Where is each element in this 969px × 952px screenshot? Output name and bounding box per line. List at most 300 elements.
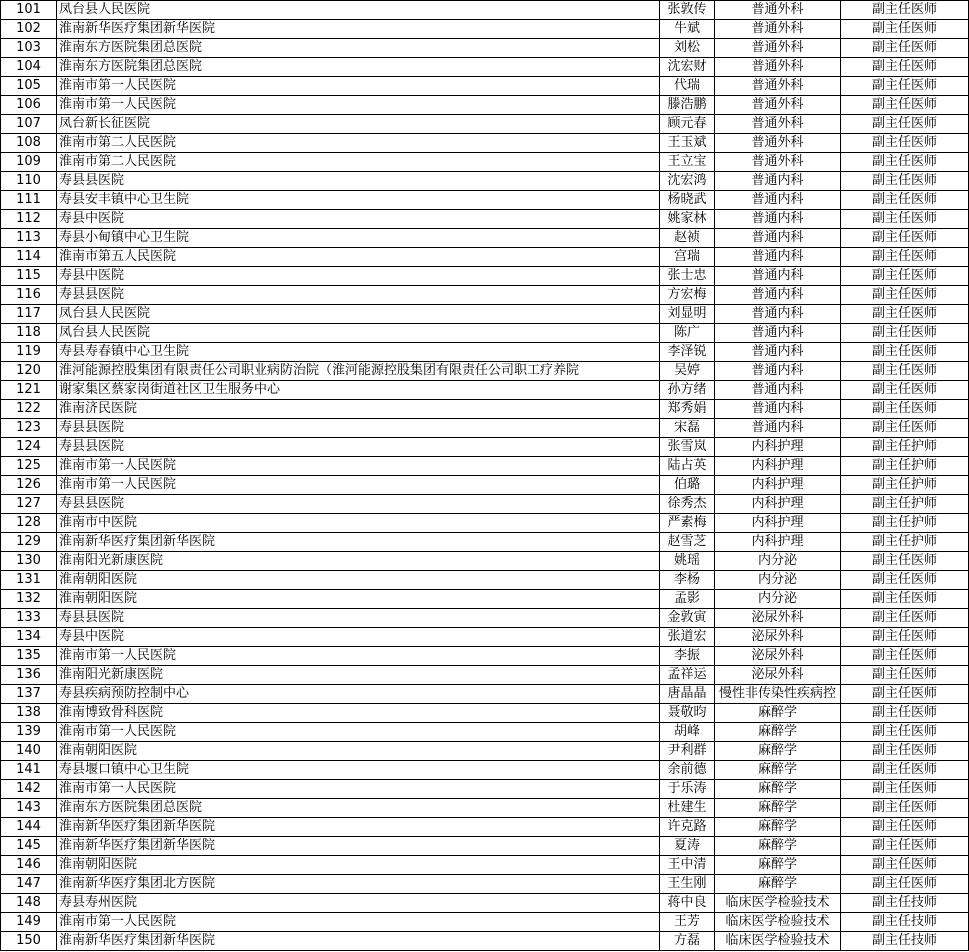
cell-hospital[interactable]: 淮南朝阳医院 xyxy=(57,742,660,761)
cell-title[interactable]: 副主任医师 xyxy=(841,229,969,248)
cell-department[interactable]: 泌尿外科 xyxy=(715,628,841,647)
cell-hospital[interactable]: 淮南东方医院集团总医院 xyxy=(57,58,660,77)
table-row xyxy=(1,229,969,248)
cell-name[interactable]: 张道宏 xyxy=(660,628,715,647)
cell-number[interactable]: 129 xyxy=(1,533,57,552)
cell-hospital[interactable]: 淮南市第一人民医院 xyxy=(57,476,660,495)
cell-name[interactable]: 王立宝 xyxy=(660,153,715,172)
table-row xyxy=(1,305,969,324)
cell-title[interactable]: 副主任医师 xyxy=(841,856,969,875)
table-row xyxy=(1,248,969,267)
cell-name[interactable]: 尹利群 xyxy=(660,742,715,761)
table-row xyxy=(1,913,969,932)
cell-hospital[interactable]: 淮南朝阳医院 xyxy=(57,571,660,590)
cell-department[interactable]: 麻醉学 xyxy=(715,818,841,837)
cell-number[interactable]: 102 xyxy=(1,20,57,39)
table-row xyxy=(1,552,969,571)
cell-number[interactable]: 139 xyxy=(1,723,57,742)
cell-department[interactable]: 普通外科 xyxy=(715,134,841,153)
cell-number[interactable]: 120 xyxy=(1,362,57,381)
cell-number[interactable]: 132 xyxy=(1,590,57,609)
cell-name[interactable]: 郑秀娟 xyxy=(660,400,715,419)
cell-hospital[interactable]: 寿县小甸镇中心卫生院 xyxy=(57,229,660,248)
cell-hospital[interactable]: 淮河能源控股集团有限责任公司职业病防治院（淮河能源控股集团有限责任公司职工疗养院 xyxy=(57,362,660,381)
cell-number[interactable]: 118 xyxy=(1,324,57,343)
cell-title[interactable]: 副主任医师 xyxy=(841,875,969,894)
cell-name[interactable]: 许克路 xyxy=(660,818,715,837)
cell-number[interactable]: 114 xyxy=(1,248,57,267)
table-row xyxy=(1,666,969,685)
table-row xyxy=(1,533,969,552)
table-row xyxy=(1,96,969,115)
cell-name[interactable]: 陈广 xyxy=(660,324,715,343)
cell-name[interactable]: 李杨 xyxy=(660,571,715,590)
table-row xyxy=(1,742,969,761)
cell-name[interactable]: 顾元春 xyxy=(660,115,715,134)
cell-department[interactable]: 普通内科 xyxy=(715,343,841,362)
table-row xyxy=(1,495,969,514)
cell-department[interactable]: 麻醉学 xyxy=(715,704,841,723)
cell-hospital[interactable]: 寿县县医院 xyxy=(57,609,660,628)
cell-title[interactable]: 副主任医师 xyxy=(841,172,969,191)
cell-department[interactable]: 慢性非传染性疾病控 xyxy=(715,685,841,704)
cell-title[interactable]: 副主任医师 xyxy=(841,704,969,723)
cell-title[interactable]: 副主任医师 xyxy=(841,609,969,628)
cell-title[interactable]: 副主任医师 xyxy=(841,343,969,362)
table-row xyxy=(1,514,969,533)
cell-department[interactable]: 麻醉学 xyxy=(715,761,841,780)
table-row xyxy=(1,590,969,609)
cell-department[interactable]: 普通内科 xyxy=(715,248,841,267)
cell-name[interactable]: 陆占英 xyxy=(660,457,715,476)
cell-hospital[interactable]: 凤台县人民医院 xyxy=(57,305,660,324)
cell-department[interactable]: 麻醉学 xyxy=(715,780,841,799)
cell-department[interactable]: 内科护理 xyxy=(715,457,841,476)
cell-hospital[interactable]: 淮南新华医疗集团新华医院 xyxy=(57,20,660,39)
cell-title[interactable]: 副主任医师 xyxy=(841,628,969,647)
cell-hospital[interactable]: 寿县县医院 xyxy=(57,172,660,191)
cell-department[interactable]: 普通内科 xyxy=(715,362,841,381)
cell-department[interactable]: 普通外科 xyxy=(715,1,841,20)
cell-name[interactable]: 于乐涛 xyxy=(660,780,715,799)
cell-hospital[interactable]: 淮南新华医疗集团新华医院 xyxy=(57,932,660,951)
cell-hospital[interactable]: 淮南市第一人民医院 xyxy=(57,457,660,476)
table-row xyxy=(1,685,969,704)
cell-number[interactable]: 147 xyxy=(1,875,57,894)
cell-title[interactable]: 副主任医师 xyxy=(841,191,969,210)
cell-hospital[interactable]: 淮南新华医疗集团北方医院 xyxy=(57,875,660,894)
table-row xyxy=(1,58,969,77)
table-row xyxy=(1,780,969,799)
cell-number[interactable]: 150 xyxy=(1,932,57,951)
table-row xyxy=(1,818,969,837)
cell-number[interactable]: 107 xyxy=(1,115,57,134)
cell-name[interactable]: 余前德 xyxy=(660,761,715,780)
cell-name[interactable]: 张雪岚 xyxy=(660,438,715,457)
cell-department[interactable]: 普通内科 xyxy=(715,267,841,286)
table-row xyxy=(1,115,969,134)
cell-name[interactable]: 王中清 xyxy=(660,856,715,875)
cell-hospital[interactable]: 淮南东方医院集团总医院 xyxy=(57,799,660,818)
cell-name[interactable]: 胡峰 xyxy=(660,723,715,742)
cell-name[interactable]: 沈宏财 xyxy=(660,58,715,77)
cell-title[interactable]: 副主任护师 xyxy=(841,514,969,533)
roster-table-body xyxy=(1,1,969,951)
table-row xyxy=(1,210,969,229)
cell-title[interactable]: 副主任技师 xyxy=(841,932,969,951)
cell-department[interactable]: 临床医学检验技术 xyxy=(715,894,841,913)
cell-name[interactable]: 赵祯 xyxy=(660,229,715,248)
cell-department[interactable]: 普通外科 xyxy=(715,115,841,134)
cell-title[interactable]: 副主任医师 xyxy=(841,96,969,115)
cell-name[interactable]: 李振 xyxy=(660,647,715,666)
cell-number[interactable]: 110 xyxy=(1,172,57,191)
table-row xyxy=(1,571,969,590)
cell-department[interactable]: 普通内科 xyxy=(715,324,841,343)
cell-department[interactable]: 普通内科 xyxy=(715,400,841,419)
cell-title[interactable]: 副主任护师 xyxy=(841,457,969,476)
cell-title[interactable]: 副主任医师 xyxy=(841,780,969,799)
cell-hospital[interactable]: 寿县中医院 xyxy=(57,210,660,229)
cell-hospital[interactable]: 寿县疾病预防控制中心 xyxy=(57,685,660,704)
table-row xyxy=(1,647,969,666)
cell-number[interactable]: 145 xyxy=(1,837,57,856)
cell-number[interactable]: 123 xyxy=(1,419,57,438)
cell-title[interactable]: 副主任医师 xyxy=(841,286,969,305)
cell-name[interactable]: 孙方绪 xyxy=(660,381,715,400)
cell-title[interactable]: 副主任护师 xyxy=(841,533,969,552)
cell-name[interactable]: 夏涛 xyxy=(660,837,715,856)
cell-title[interactable]: 副主任医师 xyxy=(841,837,969,856)
table-row xyxy=(1,856,969,875)
cell-department[interactable]: 麻醉学 xyxy=(715,799,841,818)
cell-hospital[interactable]: 寿县寿春镇中心卫生院 xyxy=(57,343,660,362)
cell-title[interactable]: 副主任医师 xyxy=(841,77,969,96)
cell-hospital[interactable]: 淮南市第一人民医院 xyxy=(57,96,660,115)
cell-department[interactable]: 内分泌 xyxy=(715,590,841,609)
table-row xyxy=(1,628,969,647)
cell-hospital[interactable]: 寿县县医院 xyxy=(57,495,660,514)
cell-title[interactable]: 副主任医师 xyxy=(841,400,969,419)
cell-hospital[interactable]: 淮南市中医院 xyxy=(57,514,660,533)
cell-department[interactable]: 泌尿外科 xyxy=(715,647,841,666)
cell-hospital[interactable]: 淮南市第二人民医院 xyxy=(57,153,660,172)
cell-name[interactable]: 严素梅 xyxy=(660,514,715,533)
cell-title[interactable]: 副主任医师 xyxy=(841,1,969,20)
cell-number[interactable]: 109 xyxy=(1,153,57,172)
table-row xyxy=(1,799,969,818)
cell-name[interactable]: 杜建生 xyxy=(660,799,715,818)
cell-title[interactable]: 副主任医师 xyxy=(841,20,969,39)
cell-department[interactable]: 内分泌 xyxy=(715,552,841,571)
cell-department[interactable]: 麻醉学 xyxy=(715,875,841,894)
cell-number[interactable]: 146 xyxy=(1,856,57,875)
cell-name[interactable]: 唐晶晶 xyxy=(660,685,715,704)
cell-department[interactable]: 泌尿外科 xyxy=(715,666,841,685)
cell-hospital[interactable]: 凤台县人民医院 xyxy=(57,324,660,343)
cell-number[interactable]: 125 xyxy=(1,457,57,476)
table-row xyxy=(1,191,969,210)
cell-department[interactable]: 内科护理 xyxy=(715,514,841,533)
cell-hospital[interactable]: 寿县中医院 xyxy=(57,267,660,286)
cell-department[interactable]: 内科护理 xyxy=(715,438,841,457)
cell-title[interactable]: 副主任医师 xyxy=(841,248,969,267)
cell-number[interactable]: 133 xyxy=(1,609,57,628)
cell-hospital[interactable]: 淮南阳光新康医院 xyxy=(57,552,660,571)
cell-title[interactable]: 副主任医师 xyxy=(841,761,969,780)
cell-title[interactable]: 副主任医师 xyxy=(841,742,969,761)
cell-name[interactable]: 王玉斌 xyxy=(660,134,715,153)
cell-number[interactable]: 136 xyxy=(1,666,57,685)
table-row xyxy=(1,77,969,96)
table-row xyxy=(1,400,969,419)
table-row xyxy=(1,476,969,495)
cell-name[interactable]: 宋磊 xyxy=(660,419,715,438)
cell-name[interactable]: 宫瑞 xyxy=(660,248,715,267)
cell-hospital[interactable]: 淮南朝阳医院 xyxy=(57,856,660,875)
cell-department[interactable]: 普通外科 xyxy=(715,153,841,172)
cell-hospital[interactable]: 淮南新华医疗集团新华医院 xyxy=(57,533,660,552)
table-row xyxy=(1,134,969,153)
cell-title[interactable]: 副主任护师 xyxy=(841,476,969,495)
cell-hospital[interactable]: 寿县县医院 xyxy=(57,286,660,305)
cell-hospital[interactable]: 寿县安丰镇中心卫生院 xyxy=(57,191,660,210)
cell-name[interactable]: 方宏梅 xyxy=(660,286,715,305)
cell-name[interactable]: 蒋中良 xyxy=(660,894,715,913)
cell-number[interactable]: 121 xyxy=(1,381,57,400)
cell-name[interactable]: 李泽锐 xyxy=(660,343,715,362)
table-row xyxy=(1,932,969,951)
cell-hospital[interactable]: 淮南济民医院 xyxy=(57,400,660,419)
cell-title[interactable]: 副主任技师 xyxy=(841,894,969,913)
cell-name[interactable]: 滕浩鹏 xyxy=(660,96,715,115)
cell-title[interactable]: 副主任护师 xyxy=(841,495,969,514)
table-row xyxy=(1,39,969,58)
table-row xyxy=(1,343,969,362)
cell-name[interactable]: 徐秀杰 xyxy=(660,495,715,514)
cell-number[interactable]: 141 xyxy=(1,761,57,780)
cell-hospital[interactable]: 寿县堰口镇中心卫生院 xyxy=(57,761,660,780)
cell-title[interactable]: 副主任医师 xyxy=(841,381,969,400)
cell-number[interactable]: 131 xyxy=(1,571,57,590)
cell-number[interactable]: 135 xyxy=(1,647,57,666)
cell-department[interactable]: 普通外科 xyxy=(715,39,841,58)
cell-hospital[interactable]: 淮南新华医疗集团新华医院 xyxy=(57,818,660,837)
cell-department[interactable]: 普通内科 xyxy=(715,210,841,229)
cell-title[interactable]: 副主任护师 xyxy=(841,438,969,457)
cell-number[interactable]: 103 xyxy=(1,39,57,58)
cell-title[interactable]: 副主任医师 xyxy=(841,571,969,590)
cell-number[interactable]: 140 xyxy=(1,742,57,761)
cell-name[interactable]: 代瑞 xyxy=(660,77,715,96)
cell-number[interactable]: 108 xyxy=(1,134,57,153)
cell-name[interactable]: 吴婷 xyxy=(660,362,715,381)
cell-number[interactable]: 101 xyxy=(1,1,57,20)
cell-name[interactable]: 张敦传 xyxy=(660,1,715,20)
table-row xyxy=(1,723,969,742)
cell-number[interactable]: 117 xyxy=(1,305,57,324)
cell-hospital[interactable]: 淮南朝阳医院 xyxy=(57,590,660,609)
cell-title[interactable]: 副主任医师 xyxy=(841,799,969,818)
cell-hospital[interactable]: 凤台县人民医院 xyxy=(57,1,660,20)
cell-number[interactable]: 113 xyxy=(1,229,57,248)
cell-hospital[interactable]: 寿县县医院 xyxy=(57,419,660,438)
table-row xyxy=(1,761,969,780)
table-row xyxy=(1,457,969,476)
table-row xyxy=(1,362,969,381)
cell-name[interactable]: 王芳 xyxy=(660,913,715,932)
cell-department[interactable]: 普通外科 xyxy=(715,77,841,96)
cell-department[interactable]: 普通内科 xyxy=(715,172,841,191)
cell-name[interactable]: 方磊 xyxy=(660,932,715,951)
table-row xyxy=(1,286,969,305)
cell-number[interactable]: 124 xyxy=(1,438,57,457)
cell-title[interactable]: 副主任医师 xyxy=(841,39,969,58)
table-row xyxy=(1,837,969,856)
cell-number[interactable]: 143 xyxy=(1,799,57,818)
cell-number[interactable]: 115 xyxy=(1,267,57,286)
cell-number[interactable]: 104 xyxy=(1,58,57,77)
cell-department[interactable]: 普通外科 xyxy=(715,20,841,39)
cell-title[interactable]: 副主任医师 xyxy=(841,818,969,837)
cell-hospital[interactable]: 谢家集区蔡家岗街道社区卫生服务中心 xyxy=(57,381,660,400)
table-row xyxy=(1,172,969,191)
table-row xyxy=(1,1,969,20)
cell-title[interactable]: 副主任医师 xyxy=(841,647,969,666)
table-row xyxy=(1,324,969,343)
cell-department[interactable]: 普通外科 xyxy=(715,58,841,77)
cell-hospital[interactable]: 淮南市第一人民医院 xyxy=(57,647,660,666)
table-row xyxy=(1,20,969,39)
cell-department[interactable]: 内科护理 xyxy=(715,533,841,552)
cell-title[interactable]: 副主任医师 xyxy=(841,115,969,134)
cell-hospital[interactable]: 淮南市第二人民医院 xyxy=(57,134,660,153)
cell-department[interactable]: 普通内科 xyxy=(715,381,841,400)
cell-name[interactable]: 姚瑶 xyxy=(660,552,715,571)
cell-department[interactable]: 内科护理 xyxy=(715,476,841,495)
cell-department[interactable]: 麻醉学 xyxy=(715,723,841,742)
cell-number[interactable]: 116 xyxy=(1,286,57,305)
table-row xyxy=(1,267,969,286)
cell-hospital[interactable]: 淮南市第五人民医院 xyxy=(57,248,660,267)
cell-hospital[interactable]: 淮南新华医疗集团新华医院 xyxy=(57,837,660,856)
cell-number[interactable]: 138 xyxy=(1,704,57,723)
table-row xyxy=(1,609,969,628)
table-row xyxy=(1,438,969,457)
cell-department[interactable]: 普通外科 xyxy=(715,96,841,115)
table-row xyxy=(1,381,969,400)
cell-number[interactable]: 122 xyxy=(1,400,57,419)
cell-hospital[interactable]: 寿县寿州医院 xyxy=(57,894,660,913)
cell-name[interactable]: 王生刚 xyxy=(660,875,715,894)
cell-department[interactable]: 内科护理 xyxy=(715,495,841,514)
cell-number[interactable]: 137 xyxy=(1,685,57,704)
cell-name[interactable]: 孟影 xyxy=(660,590,715,609)
cell-department[interactable]: 泌尿外科 xyxy=(715,609,841,628)
cell-title[interactable]: 副主任技师 xyxy=(841,913,969,932)
cell-number[interactable]: 142 xyxy=(1,780,57,799)
cell-name[interactable]: 牛斌 xyxy=(660,20,715,39)
cell-number[interactable]: 105 xyxy=(1,77,57,96)
cell-name[interactable]: 刘松 xyxy=(660,39,715,58)
cell-hospital[interactable]: 淮南市第一人民医院 xyxy=(57,77,660,96)
cell-number[interactable]: 126 xyxy=(1,476,57,495)
cell-name[interactable]: 姚家林 xyxy=(660,210,715,229)
cell-number[interactable]: 149 xyxy=(1,913,57,932)
cell-hospital[interactable]: 淮南市第一人民医院 xyxy=(57,780,660,799)
cell-number[interactable]: 144 xyxy=(1,818,57,837)
cell-number[interactable]: 128 xyxy=(1,514,57,533)
cell-name[interactable]: 沈宏鸿 xyxy=(660,172,715,191)
table-row xyxy=(1,153,969,172)
cell-title[interactable]: 副主任医师 xyxy=(841,267,969,286)
cell-department[interactable]: 临床医学检验技术 xyxy=(715,913,841,932)
cell-department[interactable]: 麻醉学 xyxy=(715,742,841,761)
cell-number[interactable]: 112 xyxy=(1,210,57,229)
cell-title[interactable]: 副主任医师 xyxy=(841,324,969,343)
cell-department[interactable]: 普通内科 xyxy=(715,191,841,210)
cell-title[interactable]: 副主任医师 xyxy=(841,362,969,381)
cell-hospital[interactable]: 淮南东方医院集团总医院 xyxy=(57,39,660,58)
cell-hospital[interactable]: 淮南阳光新康医院 xyxy=(57,666,660,685)
cell-department[interactable]: 普通内科 xyxy=(715,305,841,324)
cell-title[interactable]: 副主任医师 xyxy=(841,590,969,609)
cell-name[interactable]: 孟祥运 xyxy=(660,666,715,685)
cell-title[interactable]: 副主任医师 xyxy=(841,723,969,742)
cell-title[interactable]: 副主任医师 xyxy=(841,153,969,172)
cell-hospital[interactable]: 淮南市第一人民医院 xyxy=(57,913,660,932)
cell-hospital[interactable]: 寿县县医院 xyxy=(57,438,660,457)
cell-name[interactable]: 杨晓武 xyxy=(660,191,715,210)
cell-number[interactable]: 106 xyxy=(1,96,57,115)
cell-department[interactable]: 临床医学检验技术 xyxy=(715,932,841,951)
cell-title[interactable]: 副主任医师 xyxy=(841,419,969,438)
cell-title[interactable]: 副主任医师 xyxy=(841,685,969,704)
cell-title[interactable]: 副主任医师 xyxy=(841,552,969,571)
cell-number[interactable]: 134 xyxy=(1,628,57,647)
cell-name[interactable]: 刘显明 xyxy=(660,305,715,324)
cell-name[interactable]: 张士忠 xyxy=(660,267,715,286)
cell-number[interactable]: 130 xyxy=(1,552,57,571)
cell-title[interactable]: 副主任医师 xyxy=(841,305,969,324)
cell-department[interactable]: 麻醉学 xyxy=(715,856,841,875)
cell-department[interactable]: 麻醉学 xyxy=(715,837,841,856)
cell-name[interactable]: 赵雪芝 xyxy=(660,533,715,552)
cell-title[interactable]: 副主任医师 xyxy=(841,210,969,229)
table-row xyxy=(1,704,969,723)
cell-title[interactable]: 副主任医师 xyxy=(841,58,969,77)
cell-department[interactable]: 普通内科 xyxy=(715,286,841,305)
cell-name[interactable]: 金敦寅 xyxy=(660,609,715,628)
cell-number[interactable]: 148 xyxy=(1,894,57,913)
cell-department[interactable]: 普通内科 xyxy=(715,229,841,248)
cell-number[interactable]: 127 xyxy=(1,495,57,514)
cell-number[interactable]: 111 xyxy=(1,191,57,210)
cell-title[interactable]: 副主任医师 xyxy=(841,666,969,685)
cell-hospital[interactable]: 凤台新长征医院 xyxy=(57,115,660,134)
cell-hospital[interactable]: 寿县中医院 xyxy=(57,628,660,647)
cell-department[interactable]: 普通内科 xyxy=(715,419,841,438)
cell-department[interactable]: 内分泌 xyxy=(715,571,841,590)
cell-name[interactable]: 伯璐 xyxy=(660,476,715,495)
cell-hospital[interactable]: 淮南博致骨科医院 xyxy=(57,704,660,723)
cell-title[interactable]: 副主任医师 xyxy=(841,134,969,153)
table-row xyxy=(1,894,969,913)
table-row xyxy=(1,875,969,894)
cell-number[interactable]: 119 xyxy=(1,343,57,362)
cell-hospital[interactable]: 淮南市第一人民医院 xyxy=(57,723,660,742)
cell-name[interactable]: 聂敬昀 xyxy=(660,704,715,723)
